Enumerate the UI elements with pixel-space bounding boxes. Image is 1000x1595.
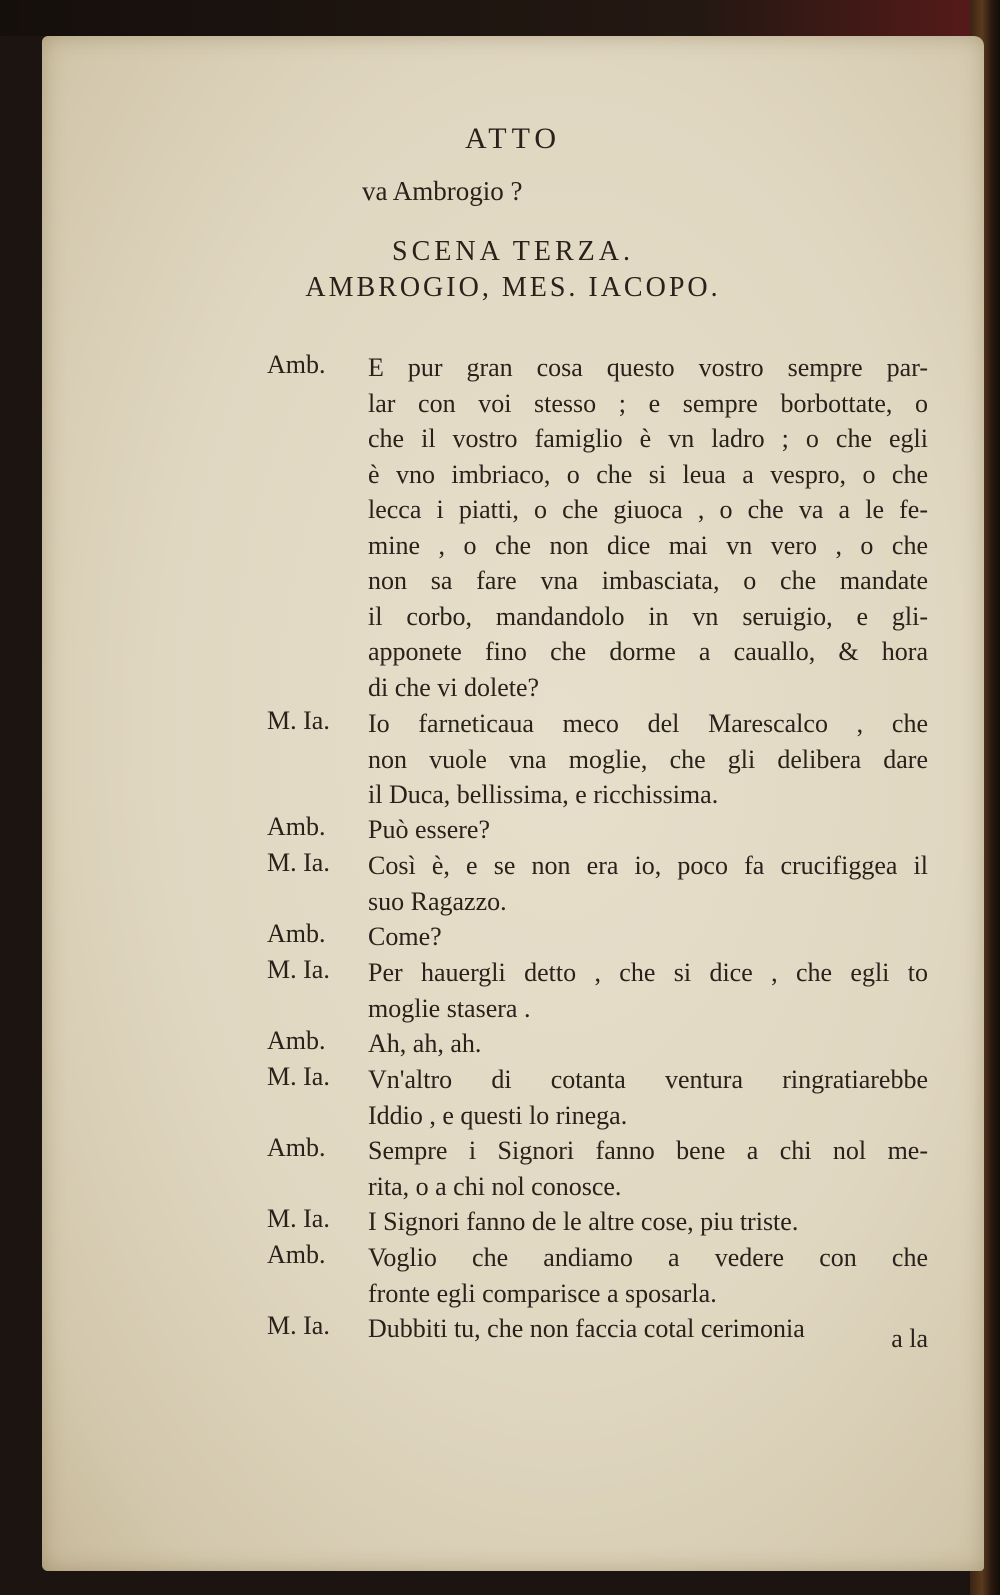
speech-text <box>368 1311 928 1347</box>
speech-text <box>368 919 928 955</box>
text-line: apponete fino che dorme a cauallo, & hora <box>368 637 928 666</box>
text-line: fronte egli comparisce a sposarla. <box>368 1278 717 1308</box>
text-line: lar con voi stesso ; e sempre borbottate, o <box>368 388 928 418</box>
text-line: di che vi dolete? <box>368 672 540 702</box>
speech-text <box>368 1062 928 1133</box>
speaker-label: M. Ia. <box>267 1311 330 1340</box>
book-page <box>42 36 984 1571</box>
text-line: E pur gran cosa questo vostro sempre par- <box>368 353 928 382</box>
binding-shadow-top <box>0 0 1000 36</box>
speaker-label: Amb. <box>267 1133 326 1162</box>
speaker-label: Amb. <box>267 350 326 379</box>
speech-text <box>368 350 928 705</box>
scene-title: SCENA TERZA. <box>392 236 634 267</box>
text-line: suo Ragazzo. <box>368 886 507 916</box>
speech-text <box>368 955 928 1026</box>
text-line: rita, o a chi nol conosce. <box>368 1171 622 1201</box>
text-line: che il vostro famiglio è vn ladro ; o che egli <box>368 424 928 453</box>
text-line: Ah, ah, ah. <box>368 1029 482 1058</box>
speech-text <box>368 848 928 919</box>
text-line: mine , o che non dice mai vn vero , o che <box>368 530 928 560</box>
speaker-label: M. Ia. <box>267 1062 330 1091</box>
speaker-label: Amb. <box>267 1240 326 1269</box>
speaker-label: M. Ia. <box>267 706 330 735</box>
speaker-label: Amb. <box>267 812 326 841</box>
text-line: Dubbiti tu, che non faccia cotal cerimonia <box>368 1314 805 1343</box>
running-head: ATTO <box>464 122 562 155</box>
text-line: I Signori fanno de le altre cose, piu triste. <box>368 1207 799 1236</box>
text-line: Così è, e se non era io, poco fa crucifiggea il <box>368 851 928 880</box>
text-line: il Duca, bellissima, e ricchissima. <box>368 780 719 809</box>
text-line: Vn'altro di cotanta ventura ringratiarebbe <box>368 1065 928 1094</box>
text-line: è vno imbriaco, o che si leua a vespro, o che <box>368 459 928 489</box>
speaker-label: M. Ia. <box>267 955 330 984</box>
text-line: Per hauergli detto , che si dice , che egli to <box>368 958 928 987</box>
speech-text <box>368 1204 928 1240</box>
speaker-label: M. Ia. <box>267 1204 330 1233</box>
text-line: Può essere? <box>368 815 491 844</box>
text-line: Voglio che andiamo a vedere con che <box>368 1243 928 1272</box>
scene-characters: AMBROGIO, MES. IACOPO. <box>305 272 721 303</box>
speaker-label: Amb. <box>267 919 326 948</box>
text-line: il corbo, mandandolo in vn seruigio, e gli- <box>368 601 928 631</box>
text-line: moglie stasera . <box>368 993 531 1023</box>
text-line: Iddio , e questi lo rinega. <box>368 1100 628 1130</box>
speech-text <box>368 706 928 813</box>
text-line: non sa fare vna imbasciata, o che mandate <box>368 566 928 595</box>
text-line: Sempre i Signori fanno bene a chi nol me- <box>368 1136 928 1165</box>
speech-text <box>368 1240 928 1311</box>
text-line: Come? <box>368 922 442 951</box>
catchword: a la <box>891 1324 928 1353</box>
speaker-label: Amb. <box>267 1026 326 1055</box>
carryover-line: va Ambrogio ? <box>362 176 523 206</box>
speech-text <box>368 1133 928 1204</box>
speech-text <box>368 1026 928 1062</box>
text-line: lecca i piatti, o che giuoca , o che va a le fe- <box>368 495 928 524</box>
speaker-label: M. Ia. <box>267 848 330 877</box>
text-line: non vuole vna moglie, che gli delibera dare <box>368 744 928 774</box>
text-line: Io farneticaua meco del Marescalco , che <box>368 709 928 738</box>
speech-text <box>368 812 928 848</box>
